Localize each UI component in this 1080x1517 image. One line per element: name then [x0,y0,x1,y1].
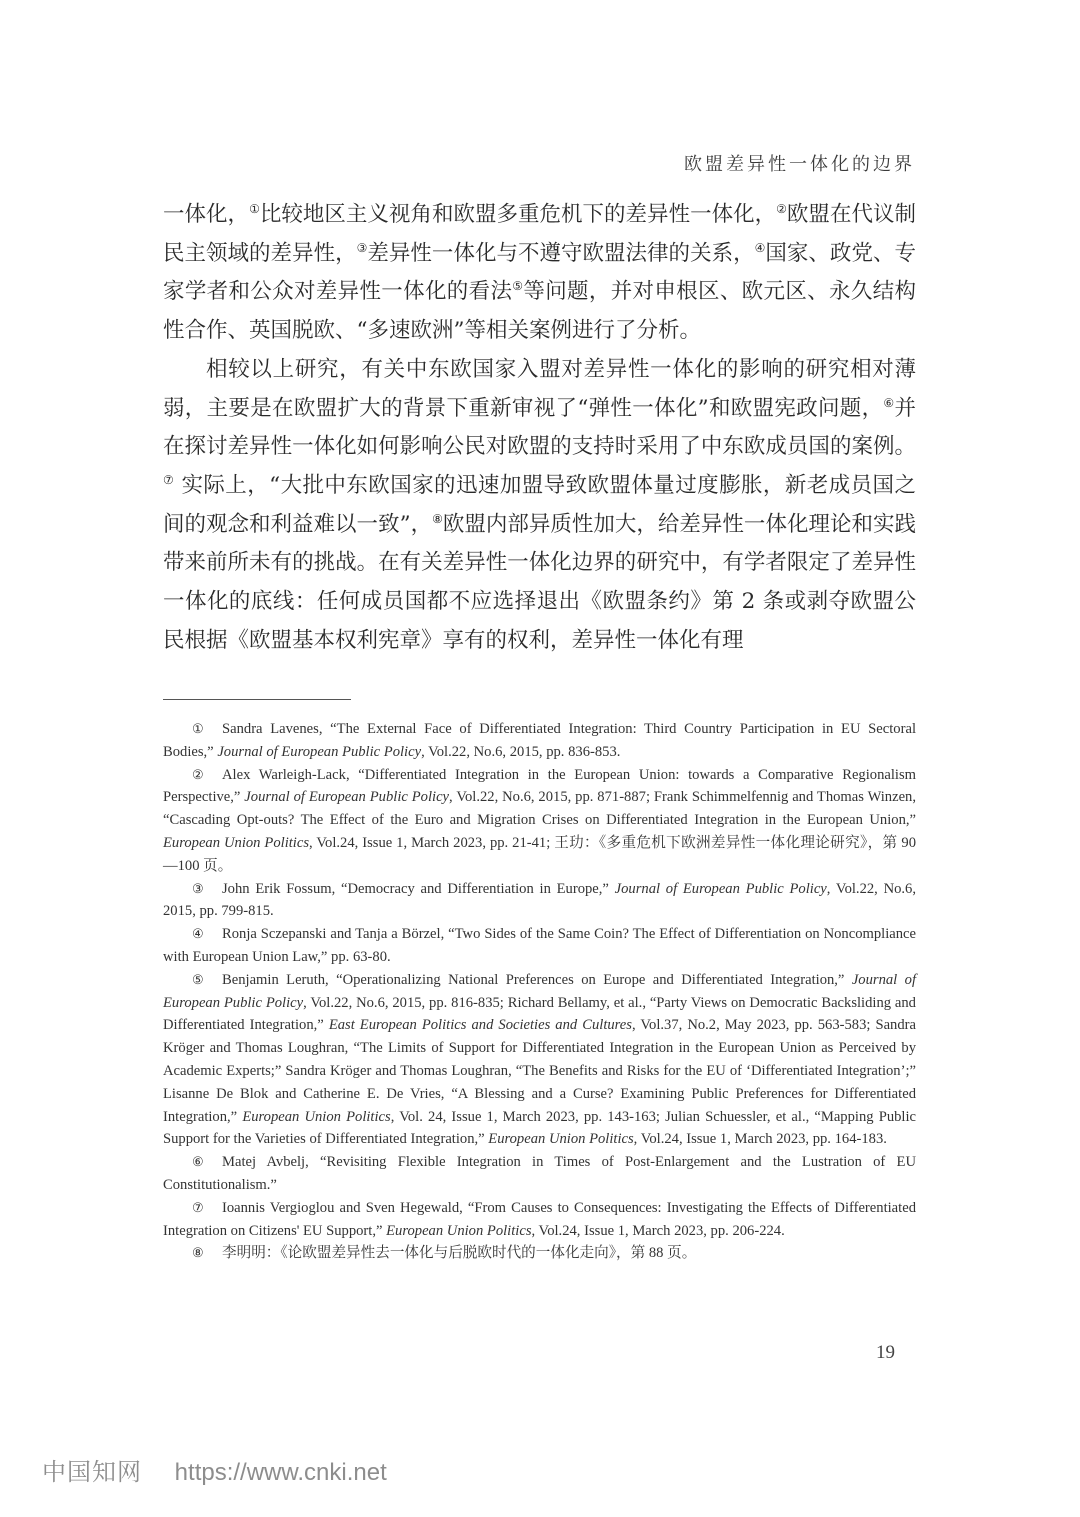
footnote-ref[interactable]: ⑦ [163,472,175,487]
footnote-ref[interactable]: ⑤ [512,279,524,294]
watermark-brand: 中国知网 [42,1459,142,1486]
paragraph-text: 欧盟在代议制民主领域的差异性， [163,202,916,266]
watermark [42,1452,387,1487]
footnote-ref[interactable]: ② [776,202,787,216]
footnote-text: John Erik Fossum, “Democracy and Differentiation in Europe,” [222,880,615,897]
footnote [163,764,916,878]
paragraph-text: 等问题，并对申根区、欧元区、永久结构性合作、英国脱欧、“多速欧洲”等相关案例进行了分析。 [163,279,916,344]
footnote-number: ④ [192,926,204,942]
footnote-text: , Vol. 24, Issue 1, March 2023, pp. 143-163; Julian Schuessler, et al., “Mapping Public Support for the Varieties of Differentiated Integration,” [163,1108,916,1148]
paragraph-text: 比较地区主义视角和欧盟多重危机下的差异性一体化， [259,202,777,227]
footnote-ref[interactable]: ① [249,202,260,216]
paragraph-text: 实际上，“大批中东欧国家的迅速加盟导致欧盟体量过度膨胀，新老成员国之间的观念和利益难以一致”， [163,472,916,537]
footnote-text: Alex Warleigh-Lack, “Differentiated Integration in the European Union: towards a Comparative Regionalism Perspective,” [163,766,916,806]
footnote-text: Ronja Sczepanski and Tanja a Börzel, “Two Sides of the Same Coin? The Effect of Differentiation on Noncompliance with European Union Law,” pp. 63-80. [163,926,916,965]
footnote-text: , Vol.22, No.6, 2015, pp. 799-815. [163,880,916,920]
footnote-text: , Vol.24, Issue 1, March 2023, pp. 206-224. [531,1222,785,1239]
footnote-number: ⑧ [192,1245,204,1261]
paragraph-text: 并在探讨差异性一体化如何影响公民对欧盟的支持时采用了中东欧成员国的案例。 [163,395,916,460]
footnote-ref[interactable]: ③ [356,240,368,255]
page-number: 19 [876,1342,895,1363]
footnote-number: ⑥ [192,1154,204,1170]
journal-title: European Union Politics [163,834,310,851]
footnote-number: ① [192,721,204,736]
footnote [163,1197,916,1243]
footnote-text: 李明明：《论欧盟差异性去一体化与后脱欧时代的一体化走向》，第 88 页。 [222,1245,697,1262]
footnote [163,1242,916,1265]
body-paragraph [163,351,916,661]
footnote [163,1151,916,1197]
footnote-ref[interactable]: ⑥ [883,395,895,410]
footnote-ref[interactable]: ④ [754,240,766,255]
journal-title: European Union Politics [242,1108,391,1125]
footnote-text: Matej Avbelj, “Revisiting Flexible Integration in Times of Post-Enlargement and the Lustration of EU Constitutionalism.” [163,1154,916,1193]
paragraph-text: 欧盟内部异质性加大，给差异性一体化理论和实践带来前所未有的挑战。在有关差异性一体化边界的研究中，有学者限定了差异性一体化的底线：任何成员国都不应选择退出《欧盟条约》第 2 条或剥夺欧盟公民根据《欧盟基本权利宪章》享有的权利，差异性一体化有理 [163,511,916,653]
footnote-text: Benjamin Leruth, “Operationalizing National Preferences on Europe and Differentiated Integration,” [222,971,852,988]
paragraph-text: 相较以上研究，有关中东欧国家入盟对差异性一体化的影响的研究相对薄弱，主要是在欧盟扩大的背景下重新审视了“弹性一体化”和欧盟宪政问题， [163,356,916,421]
body-text [163,196,916,660]
journal-title: Journal of European Public Policy [244,789,450,806]
paragraph-text: 一体化， [163,202,250,227]
running-head-title: 欧盟差异性一体化的边界 [684,154,915,175]
footnote-text: Ioannis Vergioglou and Sven Hegewald, “From Causes to Consequences: Investigating the Effects of Differentiated Integration on Citizens' EU Support,” [163,1199,916,1239]
footnote-number: ② [192,766,204,782]
footnote-separator [163,699,351,700]
footnote [163,923,916,969]
footnote-text: , Vol.37, No.2, May 2023, pp. 563-583; Sandra Kröger and Thomas Loughran, “The Limits of Support for Differentiated Integration in the European Union as Perceived by Academic Experts;” Sandra Kröger and Thomas Loughran, “The Benefits and Risks for the EU of ‘Differentiated Integration’;” Lisanne De Blok and Catherine E. De Vries, “A Blessing and a Curse? Examining Public Preferences for Differentiated Integration,” [163,1017,916,1125]
footnote-ref[interactable]: ⑧ [432,511,443,526]
footnote-text: , Vol.22, No.6, 2015, pp. 871-887; Frank Schimmelfennig and Thomas Winzen, “Cascading Opt-outs? The Effect of the Euro and Migration Crises on Differentiated Integration in the European Union,” [163,789,917,829]
footnote-text: , Vol.22, No.6, 2015, pp. 836-853. [421,743,621,760]
footnotes [163,718,916,1265]
journal-title: Journal of European Public Policy [217,743,422,760]
journal-title: European Union Politics [488,1131,634,1148]
footnote [163,969,916,1151]
journal-title: East European Politics and Societies and Cultures [328,1017,632,1034]
footnote-text: , Vol.24, Issue 1, March 2023, pp. 21-41; 王玏：《多重危机下欧洲差异性一体化理论研究》，第 90—100 页。 [163,834,916,874]
paragraph-text: 国家、政党、专家学者和公众对差异性一体化的看法 [163,240,916,305]
watermark-url: https://www.cnki.net [174,1459,387,1486]
footnote-text: , Vol.22, No.6, 2015, pp. 816-835; Richard Bellamy, et al., “Party Views on Democratic Backsliding and Differentiated Integration,” [163,994,916,1034]
footnote-number: ③ [192,880,204,896]
footnote-text: , Vol.24, Issue 1, March 2023, pp. 164-183. [633,1131,887,1148]
footnote-number: ⑤ [192,971,204,987]
journal-title: Journal of European Public Policy [614,880,827,897]
footnote [163,878,916,924]
footnote [163,718,916,764]
journal-title: European Union Politics [386,1222,532,1239]
body-paragraph [163,196,916,351]
journal-title: Journal of European Public Policy [163,971,916,1011]
paragraph-text: 差异性一体化与不遵守欧盟法律的关系， [367,240,755,266]
footnote-text: Sandra Lavenes, “The External Face of Differentiated Integration: Third Country Participation in EU Sectoral Bodies,” [163,721,916,760]
footnote-number: ⑦ [192,1199,204,1215]
